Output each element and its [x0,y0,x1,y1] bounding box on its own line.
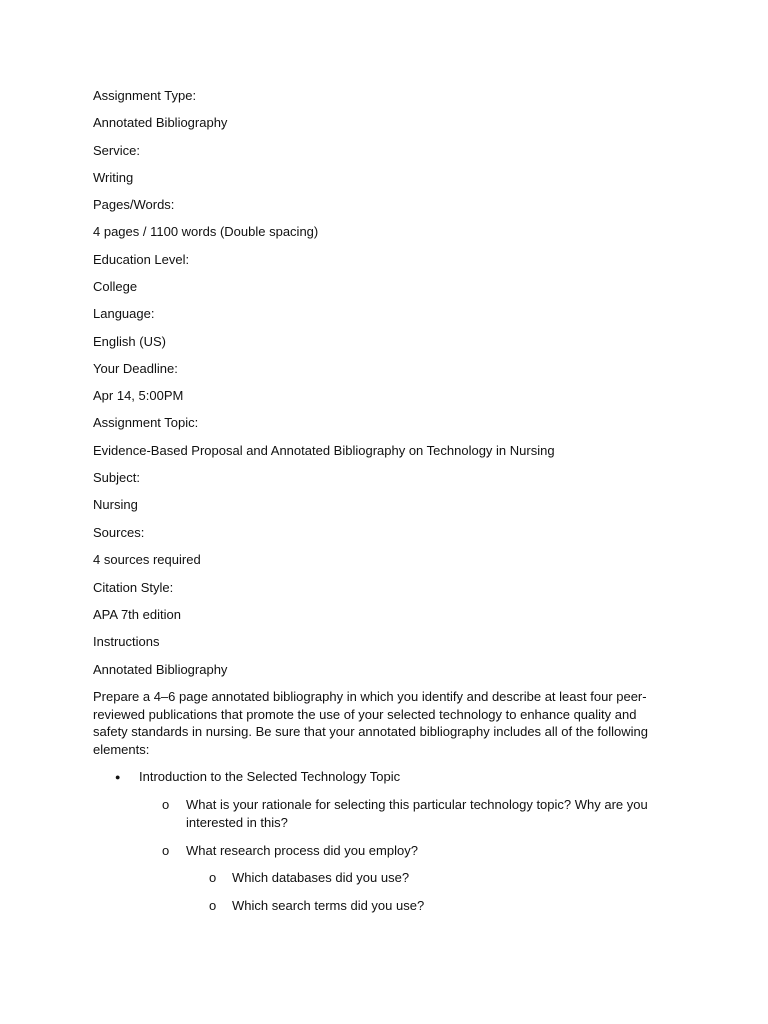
education-level-value: College [93,279,138,294]
list-item-text: What is your rationale for selecting this particular technology topic? Why are you interested in this? [186,797,648,830]
list-item-text: What research process did you employ? [186,843,418,858]
pages-words-value: 4 pages / 1100 words (Double spacing) [93,224,319,239]
education-level-label: Education Level: [93,252,190,267]
service-label: Service: [93,143,140,158]
bullet-circle-icon: o [209,870,217,885]
deadline-label: Your Deadline: [93,361,178,376]
assignment-type-value: Annotated Bibliography [93,115,228,130]
assignment-topic-label: Assignment Topic: [93,415,199,430]
assignment-type-label: Assignment Type: [93,88,197,103]
bullet-circle-icon: o [209,898,217,913]
language-value: English (US) [93,334,166,349]
subject-value: Nursing [93,497,138,512]
list-item-text: Introduction to the Selected Technology Topic [139,769,401,784]
sources-value: 4 sources required [93,552,201,567]
citation-style-value: APA 7th edition [93,607,181,622]
deadline-value: Apr 14, 5:00PM [93,388,184,403]
bullet-circle-icon: o [162,843,170,858]
bullet-dot-icon: ● [115,772,121,782]
list-item-text: Which databases did you use? [232,870,410,885]
subject-label: Subject: [93,470,140,485]
bullet-circle-icon: o [162,797,170,812]
assignment-topic-value: Evidence-Based Proposal and Annotated Bibliography on Technology in Nursing [93,443,555,458]
instructions-heading: Instructions [93,634,160,649]
citation-style-label: Citation Style: [93,580,174,595]
service-value: Writing [93,170,134,185]
list-item-text: Which search terms did you use? [232,898,425,913]
pages-words-label: Pages/Words: [93,197,175,212]
sources-label: Sources: [93,525,145,540]
instructions-paragraph: Prepare a 4–6 page annotated bibliography in which you identify and describe at least four peer-reviewed publications that promote the use of your selected technology to enhance quality and safety standards in nursing. Be sure that your annotated bibliography includes all of the following elements: [93,689,649,757]
language-label: Language: [93,306,155,321]
instructions-subheading: Annotated Bibliography [93,662,228,677]
